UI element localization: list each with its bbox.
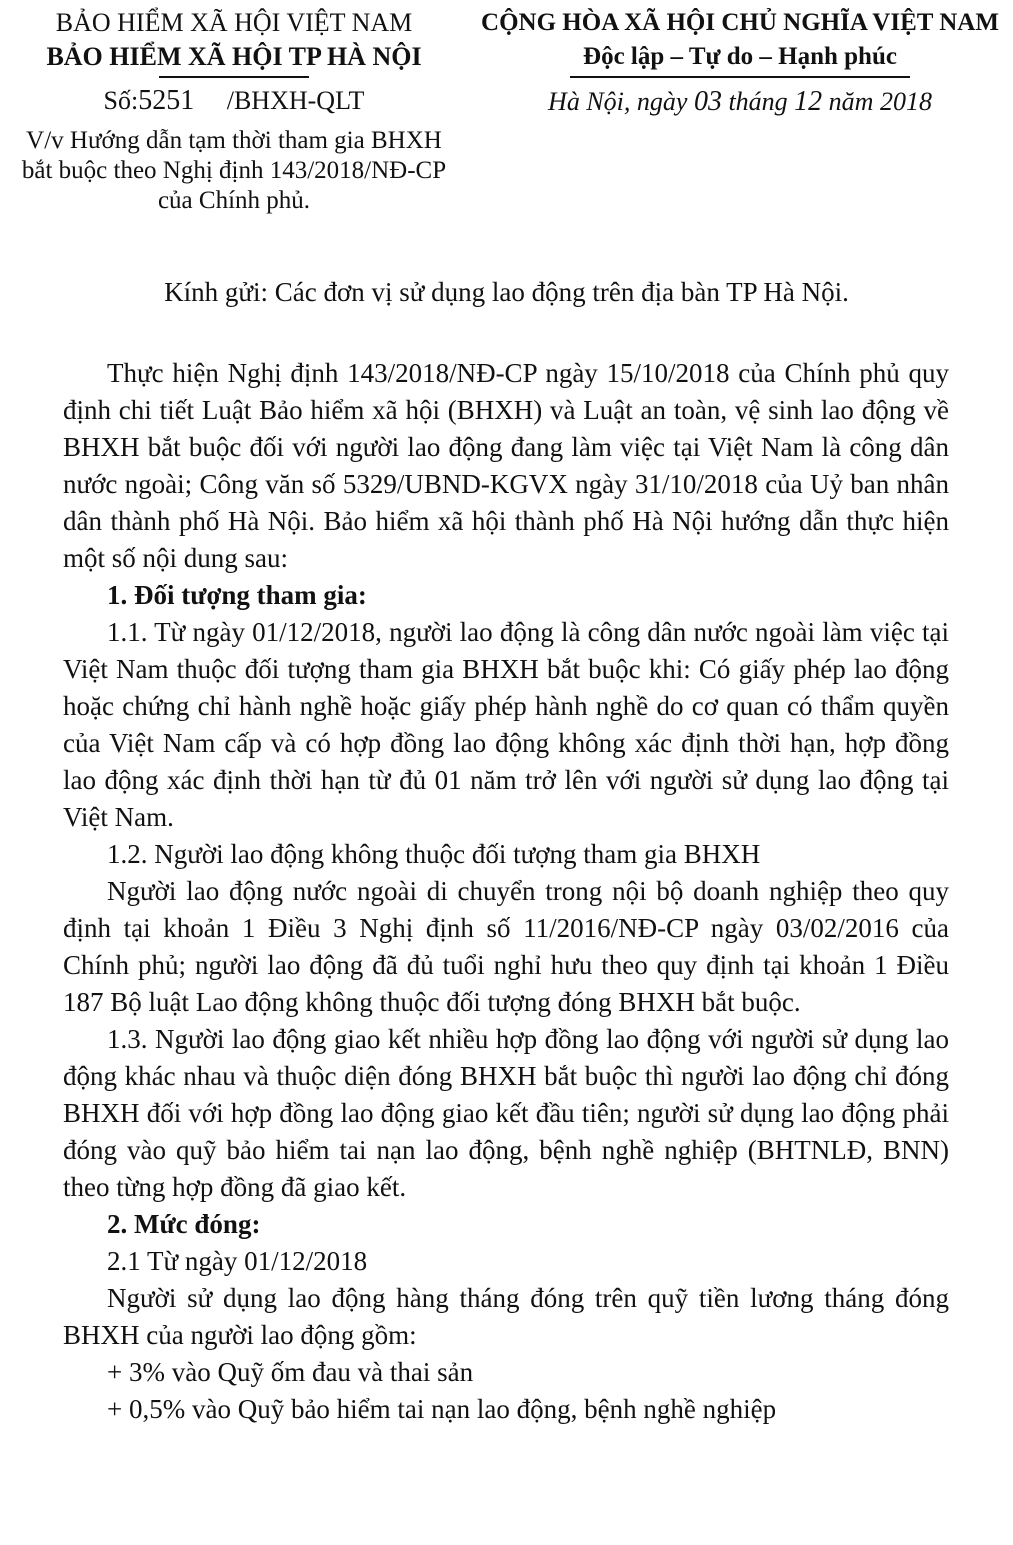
section-1-1-paragraph: 1.1. Từ ngày 01/12/2018, người lao động là công dân nước ngoài làm việc tại Việt Nam thuộc đối tượng tham gia BHXH bắt buộc khi: Có giấy phép lao động hoặc chứng chỉ hành nghề hoặc giấy phép hành nghề do cơ quan có thẩm quyền của Việt Nam cấp và có hợp đồng lao động không xác định thời hạn, hợp đồng lao động xác định thời hạn từ đủ 01 năm trở lên với người sử dụng lao động tại Việt Nam.	[63, 617, 949, 832]
section-1-heading: 1. Đối tượng tham gia:	[107, 580, 367, 610]
contribution-item: + 0,5% vào Quỹ bảo hiểm tai nạn lao động, bệnh nghề nghiệp	[107, 1394, 777, 1424]
date-month: 12	[794, 86, 823, 117]
national-motto: Độc lập – Tự do – Hạnh phúc	[583, 43, 897, 70]
document-code: /BHXH-QLT	[226, 86, 365, 115]
document-body	[63, 355, 949, 1428]
section-1-2-paragraph: Người lao động nước ngoài di chuyển trong nội bộ doanh nghiệp theo quy định tại khoản 1 Điều 3 Nghị định số 11/2016/NĐ-CP ngày 03/02/2016 của Chính phủ; người lao động đã đủ tuổi nghỉ hưu theo quy định tại khoản 1 Điều 187 Bộ luật Lao động không thuộc đối tượng đóng BHXH bắt buộc.	[63, 876, 949, 1017]
date-line	[470, 84, 1010, 120]
document-number	[14, 84, 454, 118]
document-subject: V/v Hướng dẫn tạm thời tham gia BHXH bắt buộc theo Nghị định 143/2018/NĐ-CP của Chính phủ.	[21, 127, 447, 214]
date-year: năm 2018	[828, 87, 932, 116]
section-2-1-heading: 2.1 Từ ngày 01/12/2018	[107, 1246, 368, 1276]
section-1-2-heading: 1.2. Người lao động không thuộc đối tượng tham gia BHXH	[107, 839, 761, 869]
intro-paragraph: Thực hiện Nghị định 143/2018/NĐ-CP ngày 15/10/2018 của Chính phủ quy định chi tiết Luật Bảo hiểm xã hội (BHXH) và Luật an toàn, vệ sinh lao động về BHXH bắt buộc đối với người lao động đang làm việc tại Việt Nam là công dân nước ngoài; Công văn số 5329/UBND-KGVX ngày 31/10/2018 của Uỷ ban nhân dân thành phố Hà Nội. Bảo hiểm xã hội thành phố Hà Nội hướng dẫn thực hiện một số nội dung sau:	[63, 358, 949, 573]
salutation: Kính gửi: Các đơn vị sử dụng lao động trên địa bàn TP Hà Nội.	[164, 277, 849, 307]
section-1-3-paragraph: 1.3. Người lao động giao kết nhiều hợp đồng lao động với người sử dụng lao động khác nhau và thuộc diện đóng BHXH bắt buộc thì người lao động chỉ đóng BHXH đối với hợp đồng lao động giao kết đầu tiên; người sử dụng lao động phải đóng vào quỹ bảo hiểm tai nạn lao động, bệnh nghề nghiệp (BHTNLĐ, BNN) theo từng hợp đồng đã giao kết.	[63, 1024, 949, 1202]
section-2-heading: 2. Mức đóng:	[107, 1209, 261, 1239]
national-title: CỘNG HÒA XÃ HỘI CHỦ NGHĨA VIỆT NAM	[481, 9, 999, 36]
section-2-1-paragraph: Người sử dụng lao động hàng tháng đóng trên quỹ tiền lương tháng đóng BHXH của người lao động gồm:	[63, 1283, 949, 1350]
document-number-value: 5251	[138, 85, 195, 116]
issuing-organization: BẢO HIỂM XÃ HỘI TP HÀ NỘI	[46, 42, 422, 71]
contribution-item: + 3% vào Quỹ ốm đau và thai sản	[107, 1357, 474, 1387]
document-number-label: Số:	[103, 86, 139, 115]
issuer-underline	[159, 76, 309, 78]
date-day: 03	[693, 86, 722, 117]
date-prefix: Hà Nội, ngày	[548, 87, 688, 116]
issuer-block	[14, 6, 454, 216]
parent-organization: BẢO HIỂM XÃ HỘI VIỆT NAM	[55, 8, 413, 37]
date-month-label: tháng	[728, 87, 788, 116]
motto-underline	[570, 76, 910, 78]
national-header	[470, 6, 1010, 120]
